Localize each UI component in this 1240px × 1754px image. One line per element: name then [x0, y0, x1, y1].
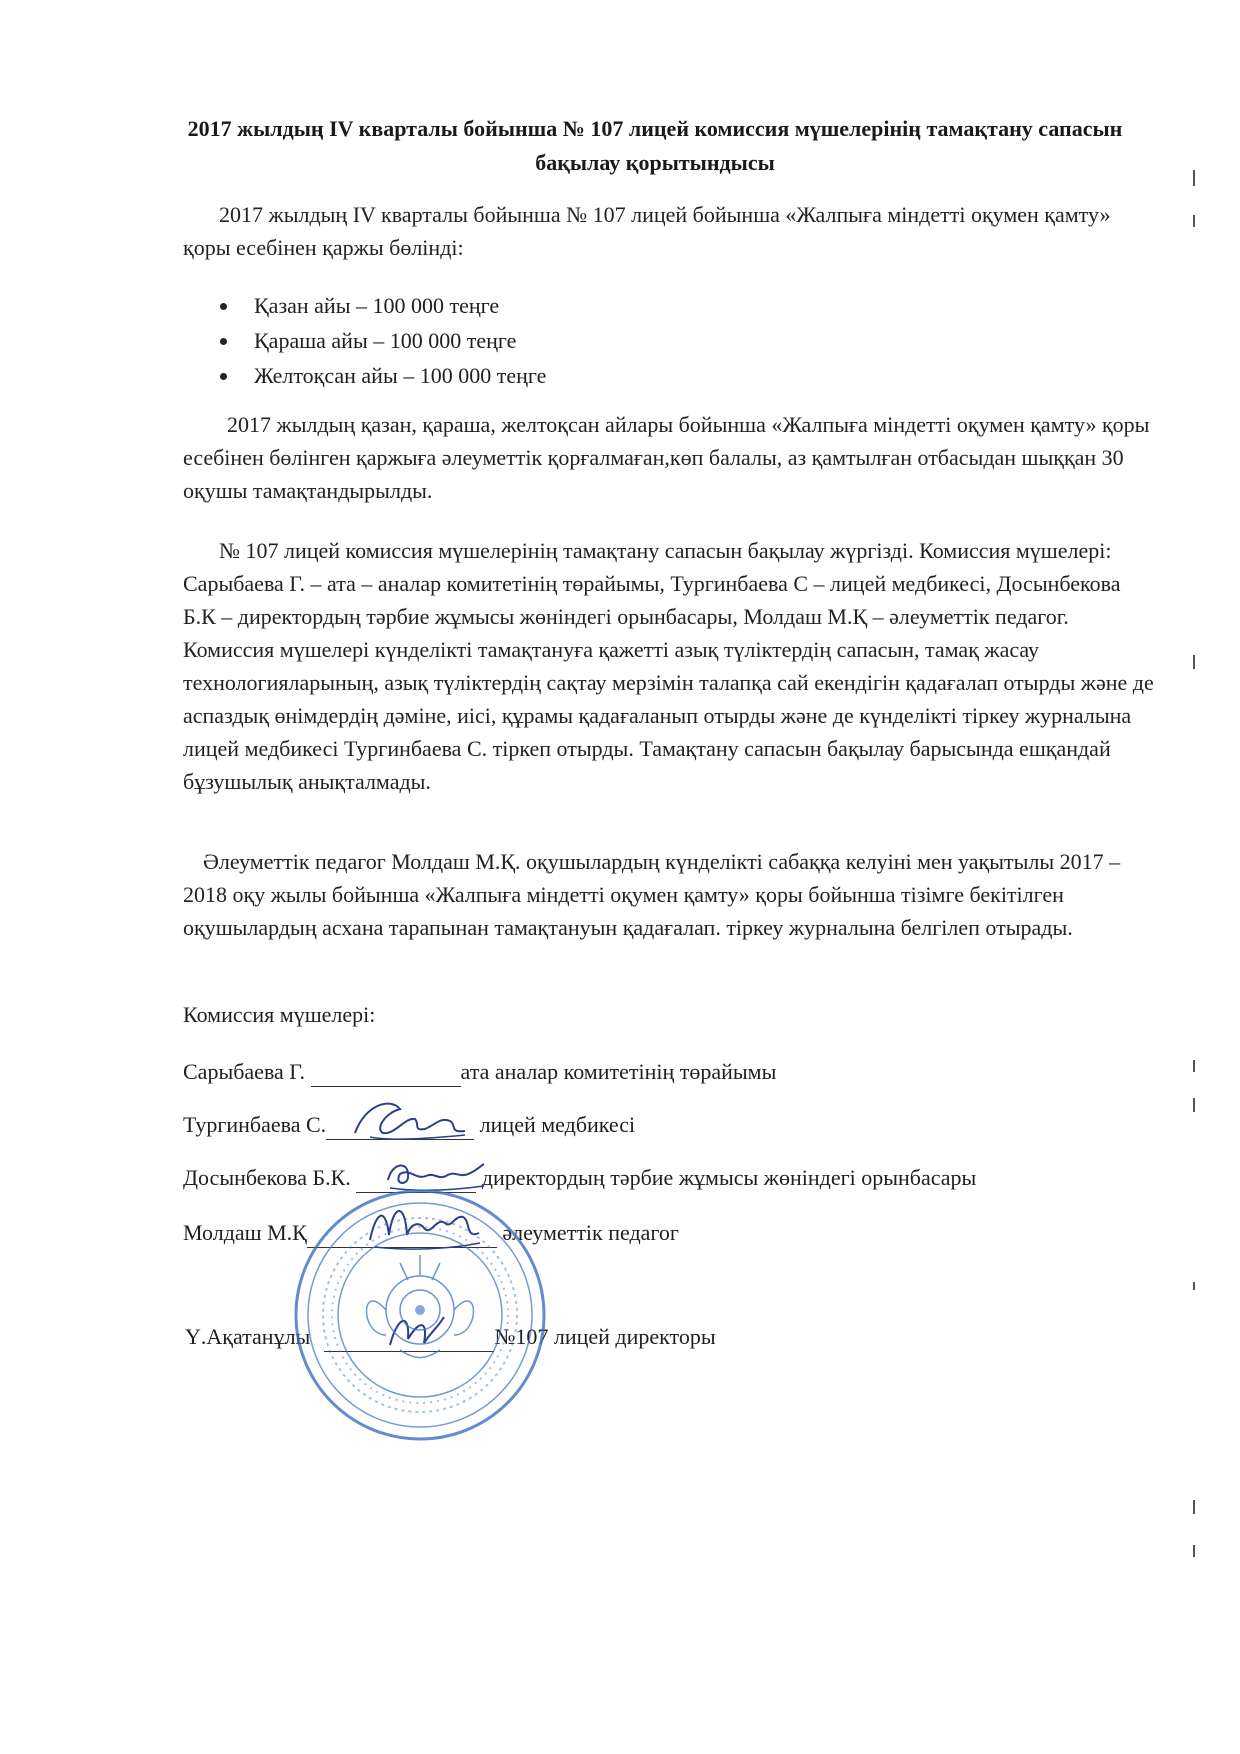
- signatory-name: Молдаш М.Қ: [183, 1220, 307, 1245]
- signatory-role: әлеуметтік педагог: [502, 1220, 679, 1245]
- list-item: Желтоқсан айы – 100 000 теңге: [218, 358, 546, 393]
- funding-list: [218, 288, 546, 393]
- paragraph-social-pedagogue: [183, 845, 1158, 944]
- signatory-role: директордың тәрбие жұмысы жөніндегі орынбасары: [481, 1165, 977, 1190]
- paragraph-commission-text: № 107 лицей комиссия мүшелерінің тамақтану сапасын бақылау жүргізді. Комиссия мүшелері: Сарыбаева Г. – ата – аналар комитетінің төрайымы, Тургинбаева С – лицей медбикесі, Досынбекова Б.К – директордың тәрбие жұмысы жөніндегі орынбасары, Молдаш М.Қ – әлеуметтік педагог. Комиссия мүшелері күнделікті тамақтануға қажетті азық түліктердің сапасын, тамақ жасау технологияларының, азық түліктердің сақтау мерзімін талапқа сай екендігін қадағалап отырды және де аспаздық өнімдердің дәміне, иісі, құрамы қадағаланып отырды және де күнделікті тіркеу журналына лицей медбикесі Тургинбаева С. тіркеп отырды. Тамақтану сапасын бақылау барысында ешқандай бұзушылық анықталмады.: [183, 538, 1154, 794]
- scan-artifact: [1193, 1500, 1195, 1514]
- scan-artifact: [1193, 1060, 1195, 1072]
- signatory-name: Ү.Ақатанұлы: [185, 1324, 311, 1349]
- signatory-role: ата аналар комитетінің төрайымы: [460, 1059, 777, 1084]
- signature-line: [311, 1062, 461, 1087]
- signature-turginbayeva-icon: [345, 1095, 475, 1145]
- list-item: Қазан айы – 100 000 теңге: [218, 288, 546, 323]
- scan-artifact: [1193, 1098, 1195, 1112]
- signatory-name: Тургинбаева С.: [183, 1112, 327, 1137]
- signatory-name: Досынбекова Б.К.: [183, 1165, 351, 1190]
- paragraph-social-pedagogue-text: Әлеуметтік педагог Молдаш М.Қ. оқушылардың күнделікті сабаққа келуіні мен уақытылы 2017 – 2018 оқу жылы бойынша «Жалпыға міндетті оқумен қамту» қоры бойынша тізімге бекітілген оқушылардың асхана тарапынан тамақтануын қадағалап. тіркеу журналына белгілеп отырады.: [183, 849, 1121, 940]
- paragraph-commission: [183, 534, 1158, 798]
- list-item: Қараша айы – 100 000 теңге: [218, 323, 546, 358]
- document-title: 2017 жылдың IV кварталы бойынша № 107 лицей комиссия мүшелерінің тамақтану сапасын бақылау қорытындысы: [187, 116, 1123, 175]
- intro-paragraph: [183, 198, 1158, 264]
- scan-artifact: [1193, 170, 1195, 186]
- paragraph-distribution: [183, 408, 1158, 507]
- intro-text: 2017 жылдың IV кварталы бойынша № 107 лицей бойынша «Жалпыға міндетті оқумен қамту» қоры есебінен қаржы бөлінді:: [183, 202, 1111, 260]
- members-heading: Комиссия мүшелері:: [183, 1002, 376, 1027]
- scan-artifact: [1193, 1545, 1195, 1557]
- signatory-name: Сарыбаева Г.: [183, 1059, 306, 1084]
- signatory-row: [183, 1057, 776, 1087]
- signatory-role: лицей медбикесі: [479, 1112, 636, 1137]
- official-stamp-icon: [290, 1185, 550, 1445]
- paragraph-distribution-text: 2017 жылдың қазан, қараша, желтоқсан айлары бойынша «Жалпыға міндетті оқумен қамту» қоры есебінен бөлінген қаржыға әлеуметтік қорғалмаған,көп балалы, аз қамтылған отбасыдан шыққан 30 оқушы тамақтандырылды.: [183, 412, 1150, 503]
- scan-artifact: [1193, 1282, 1195, 1290]
- scan-artifact: [1193, 655, 1195, 669]
- signatory-role: №107 лицей директоры: [494, 1324, 716, 1349]
- scan-artifact: [1193, 215, 1195, 227]
